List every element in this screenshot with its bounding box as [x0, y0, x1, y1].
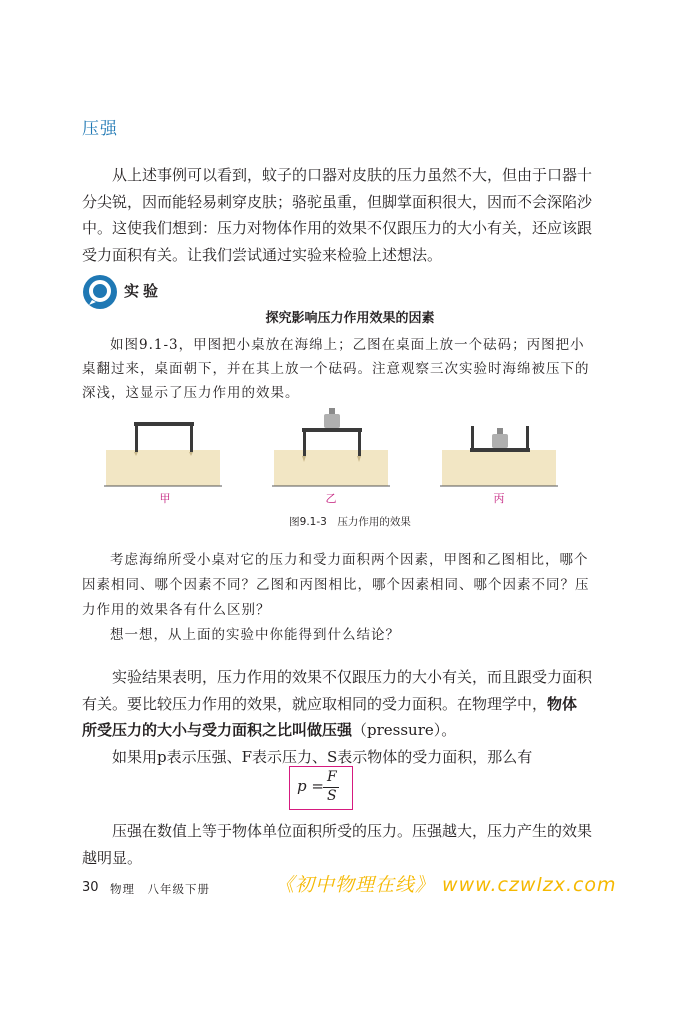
question-1: 考虑海绵所受小桌对它的压力和受力面积两个因素，甲图和乙图相比，哪个因素相同、哪个因素不同？乙图和丙图相比，哪个因素相同、哪个因素不同？压力作用的效果各有什么区别？	[82, 552, 590, 618]
figure-panel-jia	[104, 412, 222, 498]
question-2: 想一想，从上面的实验中你能得到什么结论？	[110, 627, 400, 643]
pressure-formula	[289, 766, 351, 808]
questions	[82, 548, 592, 648]
experiment-text: 如图9.1-3，甲图把小桌放在海绵上；乙图在桌面上放一个砝码；丙图把小桌翻过来，桌面朝下，并在其上放一个砝码。注意观察三次实验时海绵被压下的深浅，这显示了压力作用的效果。	[82, 337, 590, 401]
conclusion-text-2: （pressure）。	[352, 721, 457, 739]
formula-lhs: p =	[297, 777, 324, 795]
intro-paragraph: 从上述事例可以看到，蚊子的口器对皮肤的压力虽然不大，但由于口器十分尖锐，因而能轻易刺穿皮肤；骆驼虽重，但脚掌面积很大，因而不会深陷沙中。这使我们想到：压力对物体作用的效果不仅跟压力的大小有关，还应该跟受力面积有关。让我们尝试通过实验来检验上述想法。	[82, 166, 593, 264]
sponge	[274, 450, 388, 486]
figure-label-bing: 丙	[493, 492, 505, 505]
book-title: 物理 八年级下册	[110, 882, 210, 896]
formula-denominator: S	[327, 788, 337, 804]
page-number: 30	[82, 880, 99, 895]
experiment-label: 实验	[124, 282, 163, 300]
table-top	[470, 448, 530, 452]
watermark: 《初中物理在线》 www.czwlzx.com	[275, 874, 617, 896]
weight	[492, 434, 508, 448]
figure-label-yi: 乙	[325, 492, 337, 505]
experiment-icon	[82, 274, 118, 310]
table-top	[134, 422, 194, 426]
formula-numerator: F	[327, 769, 337, 785]
conclusion-paragraph	[82, 664, 592, 744]
table-top	[302, 428, 362, 432]
conclusion-text-1: 实验结果表明，压力作用的效果不仅跟压力的大小有关，而且跟受力面积有关。要比较压力作用的效果，就应取相同的受力面积。在物理学中，	[82, 668, 593, 713]
conclusion	[82, 664, 592, 770]
symbol-definition: 如果用p表示压强、F表示压力、S表示物体的受力面积，那么有	[112, 747, 533, 766]
figure-caption: 图9.1-3 压力作用的效果	[289, 516, 411, 528]
pressure-definition: 物体所受压力的大小与受力面积之比叫做压强	[82, 694, 578, 739]
figure-label-jia: 甲	[159, 492, 171, 505]
weight	[324, 414, 340, 428]
figure-panel-yi	[272, 402, 390, 498]
sponge	[442, 450, 556, 486]
sponge	[106, 450, 220, 486]
figure-panel-bing	[440, 412, 558, 498]
experiment-title: 探究影响压力作用效果的因素	[265, 311, 435, 326]
closing-paragraph: 压强在数值上等于物体单位面积所受的压力。压强越大，压力产生的效果越明显。	[82, 822, 593, 867]
section-title: 压强	[82, 119, 118, 139]
